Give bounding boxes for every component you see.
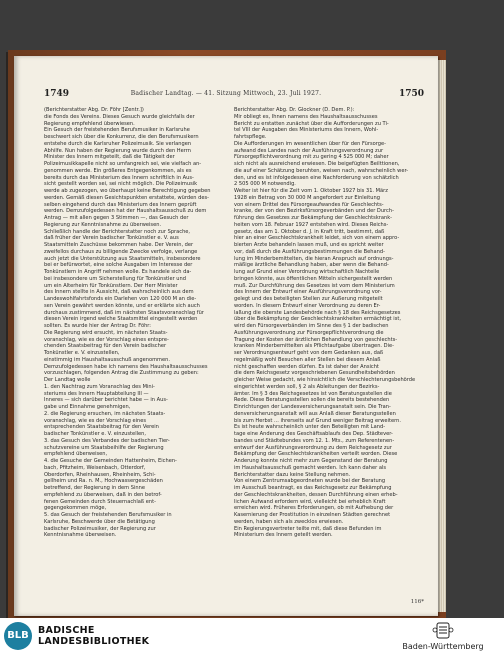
text-line: gesetz, das am 1. Oktober d. J. in Kraft tritt, bestimmt, daß [234,228,385,235]
text-line: Kasernierung der Prostitution in einzelnen Städten gerechnet [234,512,391,518]
text-line: Demzufolgedessen habe ich namens des Haushaltsausschusses [44,363,208,370]
library-name-line1: BADISCHE [38,625,95,636]
text-line: sollten. Es wurde hier der Antrag Dr. Föhr: [44,323,152,329]
text-line: sicht gestellt worden sei, sei nicht möglich. Die Polizeimusik [44,181,198,188]
text-line: ämter. Im § 3 des Reichsgesetzes ist von Beratungsstellen die [234,390,392,397]
text-line: bandes und Städtebundes vom 12. 1. Mts., zum Referentenen- [234,437,395,444]
text-line: lung auf Grund einer Verordnung wirtschaftlich Nachteile [234,269,380,275]
text-line: Landeswohlfahrtsfonds ein Darlehen von 120 000 M an die- [44,296,197,302]
text-line: bereits durch das Ministerium des Innern schriftlich in Aus- [44,174,194,181]
page-signature: 116* [410,599,424,605]
text-line: 4. die Gesuche der Gemeinden Hattenheim, Eichen- [44,458,177,464]
text-line: lung im Minderbemittelten, die hieran Anspruch auf ordnungs- [234,255,394,262]
text-line: ser Verordnungsentwurf geht von dem Gedanken aus, daß [234,350,384,356]
text-line: voranschlag, wie es der Vorschlag eines [44,417,147,424]
text-line: werden. Demzufolgedessen hat der Haushaltsausschuß zu dem [44,208,207,215]
text-line: erreichen wird. Früheres Erforderungen, ob mit Aufhebung der [234,505,394,512]
text-line: 2. die Regierung ersuchen, im nächsten Staats- [44,410,166,417]
text-line: tage eine Änderung des Geschäftsablaufs des Dep. Städtever- [234,431,393,437]
page-edges [438,60,446,612]
text-line: bei insbesondere um Sicherstellung für Tonkünstler und [44,275,186,282]
text-line: worden. In diesem Entwurf einer Verordnung zu deren Er- [234,302,381,309]
text-line: schutzvereine um Staatsbeihilfe der Regierung [44,444,164,451]
text-line: 1. den Nachtrag zum Voranschlag des Mini- [44,383,155,390]
text-line: der Geschlechtskrankheiten, dessen Durchführung einen erheb- [234,491,398,498]
page-number-left: 1749 [44,89,70,99]
text-line: diesen Verein irgend welche Staatsmittel eingestellt werden [44,316,198,323]
text-line: hier an einer Geschlechtskrankheit leidet, sich von einem appro- [234,235,400,242]
text-line: durchaus zustimmend, daß im nächsten Staatsvoranschlag für [44,309,204,316]
text-line: Weiter ist hier für die Zeit vom 1. Oktober 1927 bis 31. März [234,188,388,194]
text-line: Fürsorgepflichtverordnung mit zu gering 4 525 000 M; daher [234,154,389,161]
book-page [14,56,438,616]
text-line: kranken Minderbemittelten als Pflichtaufgabe übertragen. Die- [234,343,394,350]
text-line: gleicher Weise gedacht, wie hinsichtlich die Verschlechterungsbehörde [234,377,416,383]
text-line: betreffend, der Regierung in dem Sinne [44,485,145,491]
text-line: bach, Pfitzheim, Weisenbach, Otterdorf, [44,464,146,471]
text-line: Staatsmitteln Zuschüsse bekommen habe. Der Verein, der [44,242,194,248]
text-line: 5. das Gesuch der freistehenden Berufsmusiker in [44,512,172,518]
right-column [234,107,420,539]
text-line: mäßige ärztliche Behandlung haben, aber wenn die Behand- [234,262,389,269]
text-line: Die Regierung wird ersucht, im nächsten Staats- [44,329,168,336]
text-line: sen Verein gewährt werden könnte, und er erklärte sich auch [44,302,200,309]
state-label: Baden-Württemberg [402,642,484,651]
text-line: werden, haben sich als zwecklos erwiesen. [234,518,344,525]
text-line: Regierung zur Kenntnisnahme zu überweisen. [44,221,162,228]
text-line: Inneres — sich darüber berichtet habe — in Aus- [44,397,168,404]
text-line: Änderung konnte nicht mehr zum Gegenstand der Beratung [234,458,388,464]
text-line: 2 505 000 M notwendig. [234,181,296,188]
text-line: führung des Gesetzes zur Bekämpfung der Geschlechtskrank- [234,215,393,221]
text-line: Berichterstatter Abg. Dr. Glockner (D. Dem. P.): [234,107,355,113]
text-line: sich nicht als ausreichend erwiesen. Die beigefügten Beilttionen, [234,161,400,167]
text-line: Ausführungsverordnung zur Fürsorgepflichtverordnung die [234,329,384,336]
text-line: heiten vom 18. Februar 1927 entstehen wird. Dieses Reichs- [234,221,389,228]
blb-logo-icon[interactable]: BLB [4,622,32,650]
text-line: einstimmig im Haushaltsausschuß angenommen. [44,356,170,363]
text-line: vorzuschlagen, folgenden Antrag die Zustimmung zu geben: [44,370,199,377]
text-line: Abhilfe. Nun haben der Regierung wurde durch den Herrn [44,147,191,154]
text-line: gelegt und des beteiligten Stellen zur Äußerung mitgeteilt [234,296,383,302]
text-line: voranschlag, wie es der Vorschlag eines entspre- [44,336,169,343]
text-line: beschwert sich über die Konkurrenz, die den Berufsmusikern [44,134,199,140]
text-line: auch jetzt die Unterstützung aus Staatsmitteln, insbesondere [44,255,201,262]
text-line: badischer Tonkünstler e. V. einzustellen, [44,431,146,437]
text-line: Der Landtag wolle [44,377,91,383]
text-line: entsprechenden Staatsbeitrag für den Verein [44,424,159,431]
text-line: 3. das Gesuch des Verbandes der badischen Tier- [44,437,170,444]
text-line: Regierung empfehlend überwiesen. [44,120,135,127]
text-line: gellheim und Ra. n. M., Hochwassergeschäden [44,478,163,485]
text-line: tel VIII der Ausgaben des Ministeriums des Innern, Wohl- [234,127,379,134]
running-title: Badischer Landtag. — 41. Sitzung Mittwoch, 23. Juli 1927. [130,90,322,97]
text-line: 1928 ein Betrag von 30 000 M angefordert zur Einleitung [234,194,380,201]
text-line: empfehlend zu überweisen, daß in den betrof- [44,491,162,498]
text-line: regelmäßig wohl Besuchen aller Stellen bei diesem Anlaß [234,356,381,363]
text-line: aufwand des Landes nach der Ausführungsverordnung zur [234,147,384,154]
text-line: werden. Gemäß diesen Gesichtspunkten erstattete, würden des- [44,194,209,201]
text-line: Bekämpfung der Geschlechtskrankheiten verteilt worden. Diese [234,451,398,458]
page-number-right: 1750 [398,89,424,99]
text-line: zweifellos durchaus zu billigende Zwecke verfolge, verlange [44,248,198,255]
text-line: um ein Alterheim für Tonkünstlern. Der Herr Minister [44,282,178,289]
text-line: empfehlend überweisen, [44,451,108,458]
text-line: bei er befürwortet, eine solche Ausgaben im Interesse der [44,262,193,269]
text-line: fahrtspflege. [234,134,267,140]
text-line: bringen könnte, aus öffentlichen Mitteln sichergestellt werden [234,275,393,282]
text-line: Die Aufforderungen im wesentlichen über für den Fürsorge- [234,140,386,147]
library-name[interactable] [38,625,149,647]
text-line: werde ab zugezogen, wo überhaupt keine Berechtigung gegeben [44,188,211,194]
text-line: denversicherungsanstalt will aus Anlaß dieser Beratungsstellen [234,410,396,417]
text-line: fenen Gemeinden durch Steuernachlaß ent- [44,498,156,505]
text-line: Einrichtungen der Landesversicherungsanstalt sein. Die Tran- [234,404,391,410]
text-line: Minister des Innern mitgeteilt, daß die Tätigkeit der [44,154,175,161]
text-line: Von einem Zentrumsabgeordneten wurde bei der Beratung [234,478,386,485]
text-line: im Ausschuß beantragt, es das Reichsgesetz zur Bekämpfung [234,485,392,491]
text-line: Ein Regierungsvertreter teilte mit, daß diese Befunden im [234,525,382,532]
text-line: bierten Arzte behandeln lassen muß, und es spricht weiter [234,242,384,248]
text-line: selben eingehend durch das Ministerium des Innern geprüft [44,201,197,208]
text-line: im Haushaltsausschuß gemacht werden. Ich kann daher als [234,464,387,471]
text-line: vor, daß durch die Ausführungsbestimmungen die Behand- [234,248,385,255]
text-line: nicht geschaffen werden dürfen. Es ist daher der Ansicht [234,363,379,370]
text-line: Mir obliegt es, Ihnen namens des Haushaltsausschusses [234,113,378,120]
page-header [14,89,438,103]
text-line: muß. Zur Durchführung des Gesetzes ist vom dem Ministerium [234,282,395,289]
text-line: laßung die oberste Landesbehörde nach § 18 des Reichsgesetzes [234,309,401,316]
state-logo[interactable] [388,621,498,651]
text-line: Ministerium des Innern geteilt werden. [234,532,333,539]
text-line: des Innern stellte in Aussicht, daß wahrscheinlich aus dem [44,289,194,296]
text-line: Rede. Diese Beratungsstellen sollen die bereits bestehenden [234,397,390,404]
text-line: Tonkünstlern in Angriff nehmen wolle. Es handele sich da- [44,269,192,275]
text-line: Karlsruhe, Beschwerde über die Betätigung [44,518,155,525]
text-line: eingerichtet werden soll, § 2 als Ableitungen der Bezirks- [234,383,380,390]
text-line: bis zum Herbst ... ihrerseits auf Grund weniger Beitrag erweitern. [234,417,401,424]
library-footer [0,618,504,655]
text-line: Oberdorfen, Rheinhausen, Rheinheim, Schi- [44,471,156,478]
text-line: gegengekommen möge, [44,505,107,512]
text-line: den, und es ist infolgedessen eine Nachforderung von schätzlich [234,174,399,181]
text-line: entstehe durch die Karlsruher Polizeimusik. Sie verlangen [44,140,192,147]
text-line: steriums des Innern Hauptabteilung III — [44,390,149,397]
text-line: Tragung der Kosten der ärztlichen Behandlung von geschlechts- [234,336,398,343]
text-line: Tonkünstler e. V. einzustellen, [44,350,120,356]
text-line: des Innern der Entwurf einer Ausführungsverordnung vor- [234,289,382,296]
text-line: gabe und Einnahme genehmigen, [44,404,131,410]
text-line: Kenntnisnahme überweisen. [44,532,117,539]
left-column [44,107,230,539]
text-line: chenden Staatsbeitrag für den Verein badischer [44,343,167,350]
text-line: Berichterstatter dazu keine Stellung nehmen. [234,471,351,478]
text-line: Polizeimusikkapelle nicht so umfangreich sei, wie vielfach an- [44,161,202,167]
text-line: Schließlich handle der Berichterstatter noch zur Sprache, [44,228,191,235]
text-line: die auf einer Schätzung beruhten, weisen nach, wahrscheinlich wer- [234,167,409,174]
text-line: die Fonds des Vereins. Dieses Gesuch wurde gleichfalls der [44,113,195,120]
text-line: kranke, der von den Bezirksfürsorgeverbänden und der Durch- [234,208,394,215]
text-line: entwurf der Ausführungsverordnung zu dem Reichsgesetz zur [234,444,392,451]
text-line: badischer Polizeimusiker, der Regierung zur [44,525,156,532]
text-line: Es ist heute wahrscheinlich unter den Beteiligten mit Land- [234,424,386,431]
text-line: wird den Fürsorgeverbänden im Sinne des § 1 der badischen [234,323,389,329]
text-line: Ein Gesuch der freistehenden Berufsmusiker in Karlsruhe [44,127,190,134]
text-line: über die Bekämpfung der Geschlechtskrankheiten ermächtigt ist, [234,316,401,323]
library-name-line2: LANDESBIBLIOTHEK [38,636,150,647]
text-line: daß früher der Verein badischer Tonkünstler e. V. aus [44,235,179,242]
text-line: die dem Reichsgesetz vorgeschriebenen Gesundheitsbehörden [234,370,395,377]
text-line: Bericht zu erstatten zunächst über die Aufforderungen zu Ti- [234,120,389,127]
text-line: (Berichterstatter Abg. Dr. Föhr [Zentr.]) [44,107,144,113]
text-line: lichen Aufwand erfordern wird, vielleicht bei erheblich Kraft [234,498,386,505]
coat-of-arms-icon [432,621,454,641]
text-line: Antrag — mit allen gegen 3 Stimmen —, das Gesuch der [44,215,189,221]
text-line: von einem Drittel des Fürsorgeaufwandes für Geschlechts- [234,201,384,208]
text-line: genommen werde. Ein größeres Entgegenkommen, als es [44,167,192,174]
